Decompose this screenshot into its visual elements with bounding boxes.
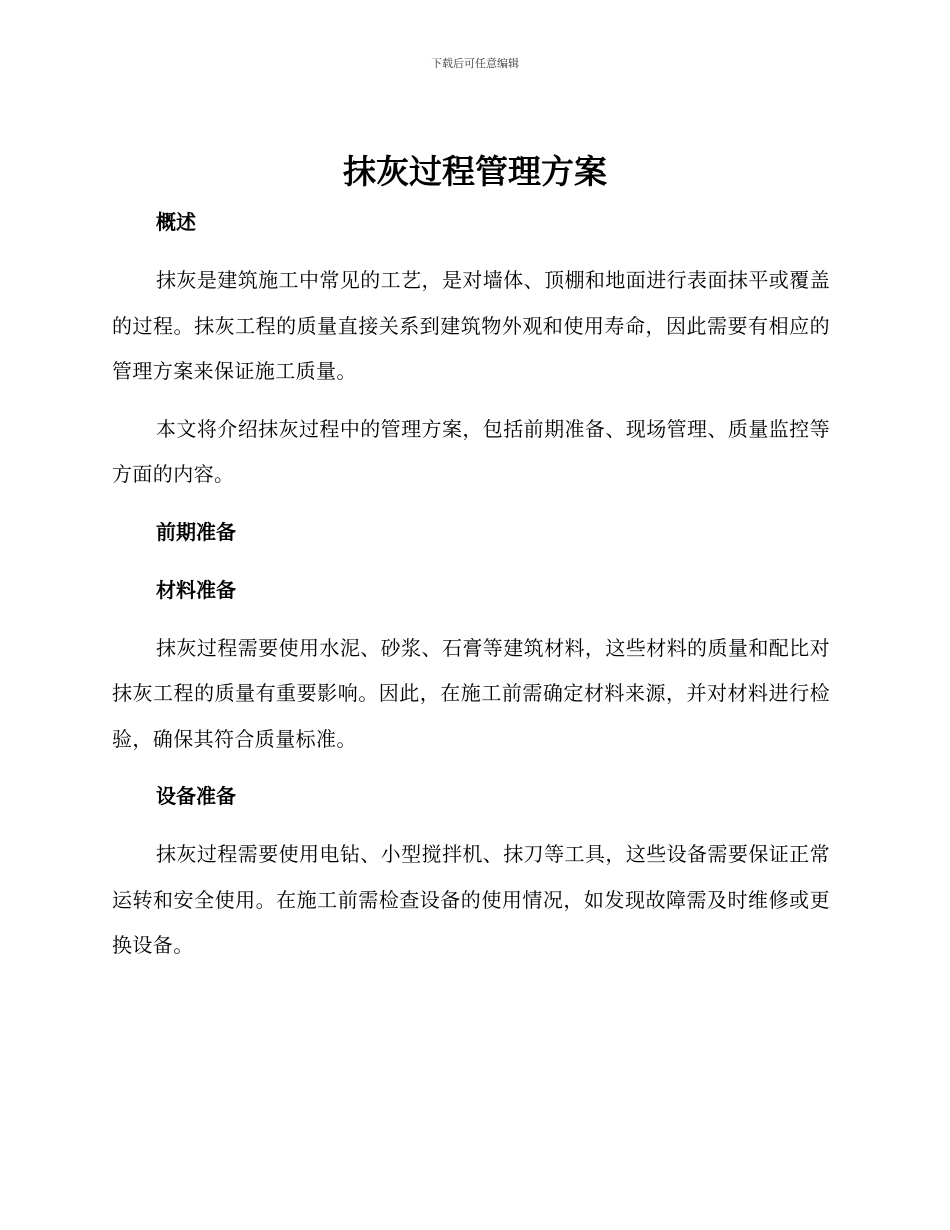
paragraph-equipment: 抹灰过程需要使用电钻、小型搅拌机、抹刀等工具，这些设备需要保证正常运转和安全使用。在施工前需检查设备的使用情况，如发现故障需及时维修或更换设备。	[112, 842, 830, 957]
page-title: 抹灰过程管理方案	[343, 152, 607, 191]
paragraph-overview-2: 本文将介绍抹灰过程中的管理方案，包括前期准备、现场管理、质量监控等方面的内容。	[112, 416, 830, 486]
section-heading-preparation: 前期准备	[156, 519, 236, 544]
section-heading-materials: 材料准备	[156, 577, 236, 602]
section-heading-overview: 概述	[156, 210, 196, 234]
header-note: 下载后可任意编辑	[431, 57, 519, 70]
document-body	[112, 200, 830, 969]
paragraph-materials: 抹灰过程需要使用水泥、砂浆、石膏等建筑材料，这些材料的质量和配比对抹灰工程的质量有重要影响。因此，在施工前需确定材料来源，并对材料进行检验，确保其符合质量标准。	[112, 635, 830, 751]
section-heading-equipment: 设备准备	[156, 784, 236, 808]
paragraph-overview-1: 抹灰是建筑施工中常见的工艺，是对墙体、顶棚和地面进行表面抹平或覆盖的过程。抹灰工程的质量直接关系到建筑物外观和使用寿命，因此需要有相应的管理方案来保证施工质量。	[112, 268, 830, 383]
